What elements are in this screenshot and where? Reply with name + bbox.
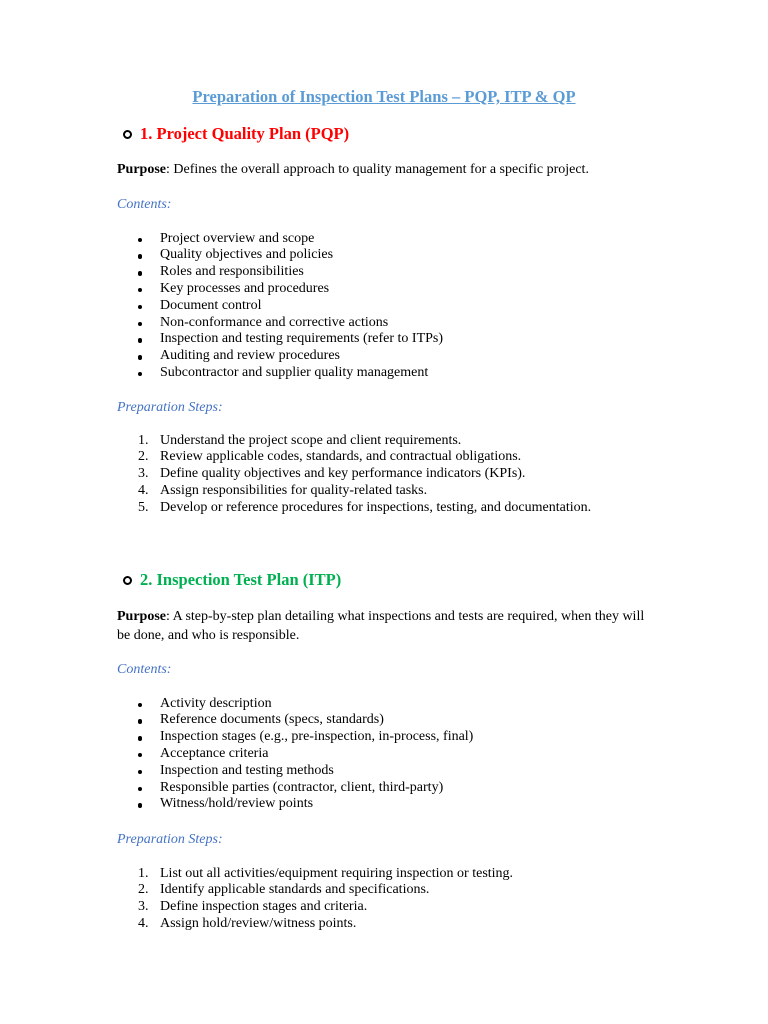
list-item-text: Non-conformance and corrective actions	[160, 314, 389, 330]
bullet-dot-icon	[138, 305, 143, 310]
list-item-text: Roles and responsibilities	[160, 264, 304, 280]
list-item-text: Activity description	[160, 695, 272, 711]
list-item	[117, 746, 677, 763]
list-item-text: Acceptance criteria	[160, 745, 269, 761]
step-number: 1.	[138, 865, 149, 881]
contents-label: Contents:	[117, 661, 172, 677]
step-number: 5.	[138, 499, 149, 515]
step-item	[117, 483, 677, 500]
bullet-dot-icon	[138, 719, 143, 724]
step-text: Assign responsibilities for quality-related tasks.	[160, 482, 428, 498]
list-item	[117, 780, 677, 797]
preparation-steps-list	[117, 866, 677, 933]
step-number: 2.	[138, 882, 149, 898]
bullet-dot-icon	[138, 254, 143, 259]
step-text: Define quality objectives and key performance indicators (KPIs).	[160, 466, 526, 482]
section-heading: 1. Project Quality Plan (PQP)	[140, 124, 350, 143]
list-item-text: Inspection stages (e.g., pre-inspection, in-process, final)	[160, 729, 474, 745]
step-number: 2.	[138, 449, 149, 465]
purpose-paragraph	[117, 607, 645, 645]
list-item	[117, 796, 677, 813]
step-item	[117, 899, 677, 916]
list-item-text: Quality objectives and policies	[160, 247, 334, 263]
list-item	[117, 231, 677, 248]
step-text: Understand the project scope and client requirements.	[160, 432, 462, 448]
bullet-dot-icon	[138, 803, 143, 808]
step-number: 4.	[138, 915, 149, 931]
step-item	[117, 500, 677, 517]
purpose-label: Purpose	[117, 161, 166, 177]
bullet-dot-icon	[138, 322, 143, 327]
step-item	[117, 466, 677, 483]
preparation-steps-list	[117, 433, 677, 517]
purpose-label: Purpose	[117, 608, 166, 624]
list-item	[117, 365, 677, 382]
step-text: Define inspection stages and criteria.	[160, 899, 368, 915]
list-item	[117, 281, 677, 298]
bullet-dot-icon	[138, 238, 143, 243]
list-item	[117, 264, 677, 281]
bullet-dot-icon	[138, 787, 143, 792]
bullet-dot-icon	[138, 736, 143, 741]
contents-label: Contents:	[117, 196, 172, 212]
step-item	[117, 882, 677, 899]
purpose-text: : A step-by-step plan detailing what inspections and tests are required, when they will be done, and who is responsible.	[117, 608, 645, 643]
list-item	[117, 298, 677, 315]
purpose-text: : Defines the overall approach to quality management for a specific project.	[166, 161, 589, 177]
purpose-paragraph	[117, 160, 645, 179]
list-item	[117, 729, 677, 746]
step-text: Identify applicable standards and specifications.	[160, 882, 430, 898]
list-item-text: Reference documents (specs, standards)	[160, 712, 384, 728]
hollow-circle-icon	[123, 576, 132, 585]
list-item-text: Subcontractor and supplier quality management	[160, 364, 429, 380]
hollow-circle-icon	[123, 130, 132, 139]
bullet-dot-icon	[138, 288, 143, 293]
list-item-text: Witness/hold/review points	[160, 796, 314, 812]
list-item	[117, 247, 677, 264]
list-item-text: Document control	[160, 297, 262, 313]
section-heading-row	[0, 570, 768, 590]
bullet-dot-icon	[138, 753, 143, 758]
list-item	[117, 331, 677, 348]
list-item	[117, 712, 677, 729]
step-number: 3.	[138, 899, 149, 915]
step-item	[117, 449, 677, 466]
step-text: List out all activities/equipment requiring inspection or testing.	[160, 865, 514, 881]
list-item-text: Project overview and scope	[160, 230, 315, 246]
list-item-text: Inspection and testing methods	[160, 762, 334, 778]
step-text: Develop or reference procedures for inspections, testing, and documentation.	[160, 499, 592, 515]
step-number: 4.	[138, 482, 149, 498]
document-title: Preparation of Inspection Test Plans – PQP, ITP & QP	[192, 87, 576, 106]
bullet-dot-icon	[138, 372, 143, 377]
step-number: 3.	[138, 466, 149, 482]
list-item	[117, 763, 677, 780]
list-item-text: Auditing and review procedures	[160, 348, 340, 364]
step-text: Assign hold/review/witness points.	[160, 915, 357, 931]
list-item	[117, 348, 677, 365]
bullet-dot-icon	[138, 355, 143, 360]
contents-list	[117, 696, 677, 814]
step-item	[117, 866, 677, 883]
preparation-steps-label: Preparation Steps:	[117, 399, 223, 415]
list-item	[117, 315, 677, 332]
section-heading-row	[0, 124, 768, 144]
list-item-text: Key processes and procedures	[160, 280, 330, 296]
step-item	[117, 916, 677, 933]
contents-list	[117, 231, 677, 382]
bullet-dot-icon	[138, 703, 143, 708]
section-heading: 2. Inspection Test Plan (ITP)	[140, 570, 342, 589]
list-item-text: Inspection and testing requirements (refer to ITPs)	[160, 331, 444, 347]
bullet-dot-icon	[138, 770, 143, 775]
step-number: 1.	[138, 432, 149, 448]
bullet-dot-icon	[138, 338, 143, 343]
step-item	[117, 433, 677, 450]
list-item	[117, 696, 677, 713]
preparation-steps-label: Preparation Steps:	[117, 831, 223, 847]
step-text: Review applicable codes, standards, and contractual obligations.	[160, 449, 522, 465]
list-item-text: Responsible parties (contractor, client, third-party)	[160, 779, 444, 795]
bullet-dot-icon	[138, 271, 143, 276]
